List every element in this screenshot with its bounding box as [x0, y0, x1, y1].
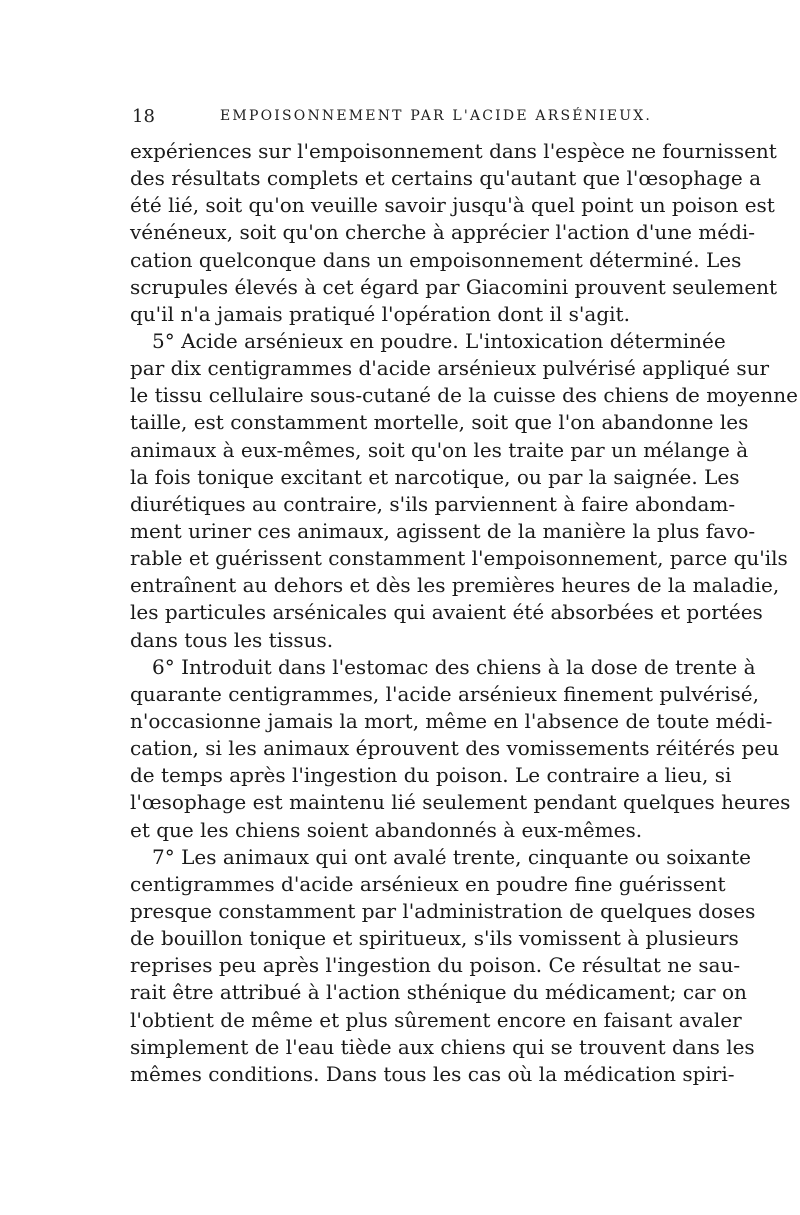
text-line: diurétiques au contraire, s'ils parviennent à faire abondam-: [130, 491, 736, 516]
text-line: mêmes conditions. Dans tous les cas où la médication spiri-: [130, 1061, 735, 1086]
text-line: n'occasionne jamais la mort, même en l'absence de toute médi-: [130, 708, 773, 733]
text-line: la fois tonique excitant et narcotique, ou par la saignée. Les: [130, 464, 740, 489]
text-line: été lié, soit qu'on veuille savoir jusqu'à quel point un poison est: [130, 193, 775, 218]
text-line: de bouillon tonique et spiritueux, s'ils vomissent à plusieurs: [130, 926, 739, 951]
text-line: par dix centigrammes d'acide arsénieux pulvérisé appliqué sur: [130, 356, 770, 381]
text-line: presque constamment par l'administration de quelques doses: [130, 898, 756, 923]
text-line: cation, si les animaux éprouvent des vomissements réitérés peu: [130, 736, 780, 761]
paragraph-6-start: 6° Introduit dans l'estomac des chiens à la dose de trente à: [152, 654, 756, 679]
text-line: simplement de l'eau tiède aux chiens qui se trouvent dans les: [130, 1034, 755, 1059]
page-number: 18: [132, 106, 155, 127]
text-line: cation quelconque dans un empoisonnement déterminé. Les: [130, 247, 742, 272]
text-line: des résultats complets et certains qu'autant que l'œsophage a: [130, 166, 762, 191]
text-line: scrupules élevés à cet égard par Giacomini prouvent seulement: [130, 274, 778, 299]
body-text: [130, 138, 798, 1088]
text-line: vénéneux, soit qu'on cherche à apprécier l'action d'une médi-: [130, 220, 756, 245]
text-line: les particules arsénicales qui avaient été absorbées et portées: [130, 600, 763, 625]
text-line: centigrammes d'acide arsénieux en poudre fine guérissent: [130, 871, 726, 896]
text-line: entraînent au dehors et dès les premières heures de la maladie,: [130, 573, 780, 598]
text-line: expériences sur l'empoisonnement dans l'espèce ne fournissent: [130, 139, 777, 163]
text-line: l'obtient de même et plus sûrement encore en faisant avaler: [130, 1007, 742, 1032]
text-line: rait être attribué à l'action sthénique du médicament; car on: [130, 980, 747, 1005]
text-line: et que les chiens soient abandonnés à eux-mêmes.: [130, 817, 643, 842]
text-line: rable et guérissent constamment l'empoisonnement, parce qu'ils: [130, 546, 788, 571]
text-line: de temps après l'ingestion du poison. Le contraire a lieu, si: [130, 763, 732, 788]
page-header: [132, 106, 684, 130]
text-line: le tissu cellulaire sous-cutané de la cuisse des chiens de moyenne: [130, 383, 798, 408]
text-line: animaux à eux-mêmes, soit qu'on les traite par un mélange à: [130, 437, 749, 462]
text-line: ment uriner ces animaux, agissent de la manière la plus favo-: [130, 518, 756, 543]
text-line: qu'il n'a jamais pratiqué l'opération dont il s'agit.: [130, 301, 630, 326]
paragraph-5-start: 5° Acide arsénieux en poudre. L'intoxication déterminée: [152, 328, 726, 353]
text-line: l'œsophage est maintenu lié seulement pendant quelques heures: [130, 790, 791, 815]
text-line: reprises peu après l'ingestion du poison. Ce résultat ne sau-: [130, 953, 741, 978]
text-line: quarante centigrammes, l'acide arsénieux finement pulvérisé,: [130, 681, 759, 706]
text-line: dans tous les tissus.: [130, 627, 334, 652]
running-title: EMPOISONNEMENT PAR L'ACIDE ARSÉNIEUX.: [220, 108, 653, 124]
text-line: taille, est constamment mortelle, soit que l'on abandonne les: [130, 410, 749, 435]
paragraph-7-start: 7° Les animaux qui ont avalé trente, cinquante ou soixante: [152, 844, 751, 869]
